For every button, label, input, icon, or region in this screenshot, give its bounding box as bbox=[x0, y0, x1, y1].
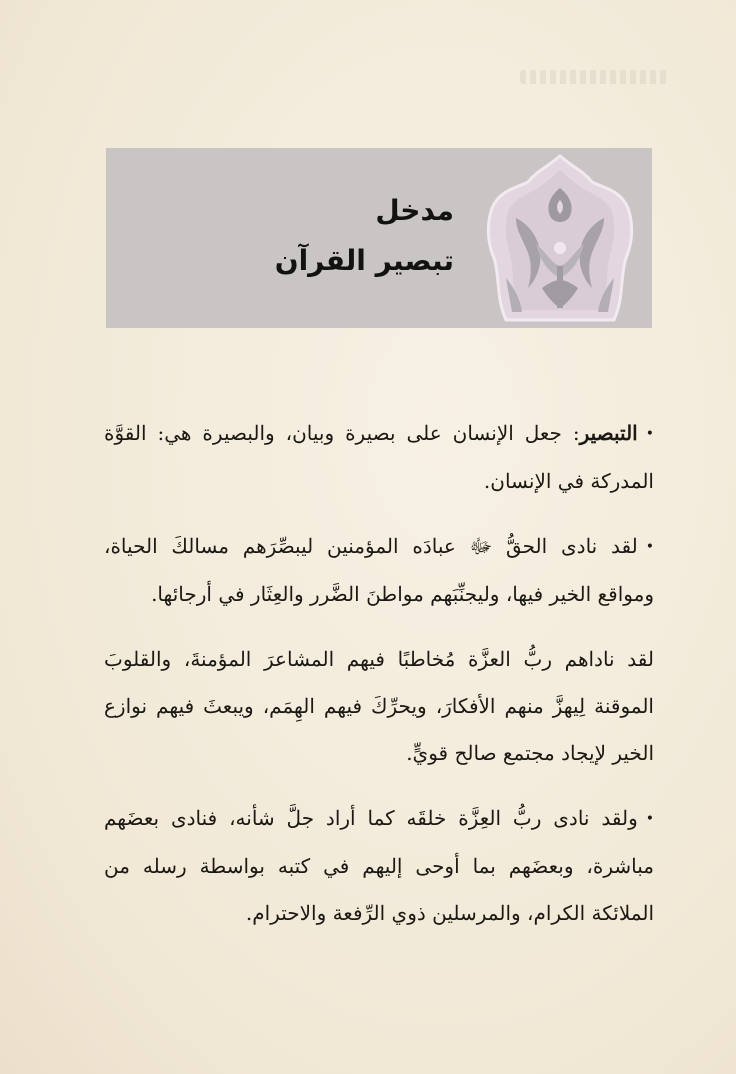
chapter-title-line1: مدخل bbox=[375, 194, 454, 227]
chapter-header-band bbox=[106, 148, 652, 328]
paragraph-1 bbox=[104, 410, 654, 505]
bullet-icon: • bbox=[645, 539, 654, 555]
paragraph-text: لقد نادى الحقُّ ﷻ عبادَه المؤمنين ليبصِّرَهم مسالكَ الحياة، ومواقع الخير فيها، وليجنِّبَهم مواطنَ الضَّرر والعِثَار في أرجائها. bbox=[104, 534, 654, 606]
paragraph-text: ولقد نادى ربُّ العِزَّة خلقَه كما أراد جلَّ شأنه، فنادى بعضَهم مباشرة، وبعضَهم بما أوحى إليهم في كتبه بواسطة رسله من الملائكة الكرام، والمرسلين ذوي الرِّفعة والاحترام. bbox=[104, 806, 654, 925]
chapter-title bbox=[134, 186, 454, 286]
arabesque-medallion-icon bbox=[476, 148, 644, 328]
body-text bbox=[104, 410, 654, 955]
paragraph-2 bbox=[104, 523, 654, 618]
paragraph-4 bbox=[104, 795, 654, 937]
paragraph-text: : جعل الإنسان على بصيرة وبيان، والبصيرة هي: القوَّة المدركة في الإنسان. bbox=[104, 421, 654, 493]
paragraph-text: لقد ناداهم ربُّ العزَّة مُخاطبًا فيهم المشاعرَ المؤمنةَ، والقلوبَ الموقنة لِيهزَّ منهم الأفكارَ، ويحرِّكَ فيهم الهِمَم، ويبعثَ فيهم نوازع الخير لإيجاد مجتمع صالح قويٍّ. bbox=[104, 647, 654, 765]
paragraph-lead-term: التبصير bbox=[579, 421, 638, 445]
bullet-icon: • bbox=[645, 811, 654, 827]
bullet-icon: • bbox=[645, 426, 654, 442]
paragraph-3 bbox=[104, 636, 654, 777]
chapter-title-line2: تبصير القرآن bbox=[274, 244, 454, 277]
show-through-text bbox=[520, 70, 670, 84]
